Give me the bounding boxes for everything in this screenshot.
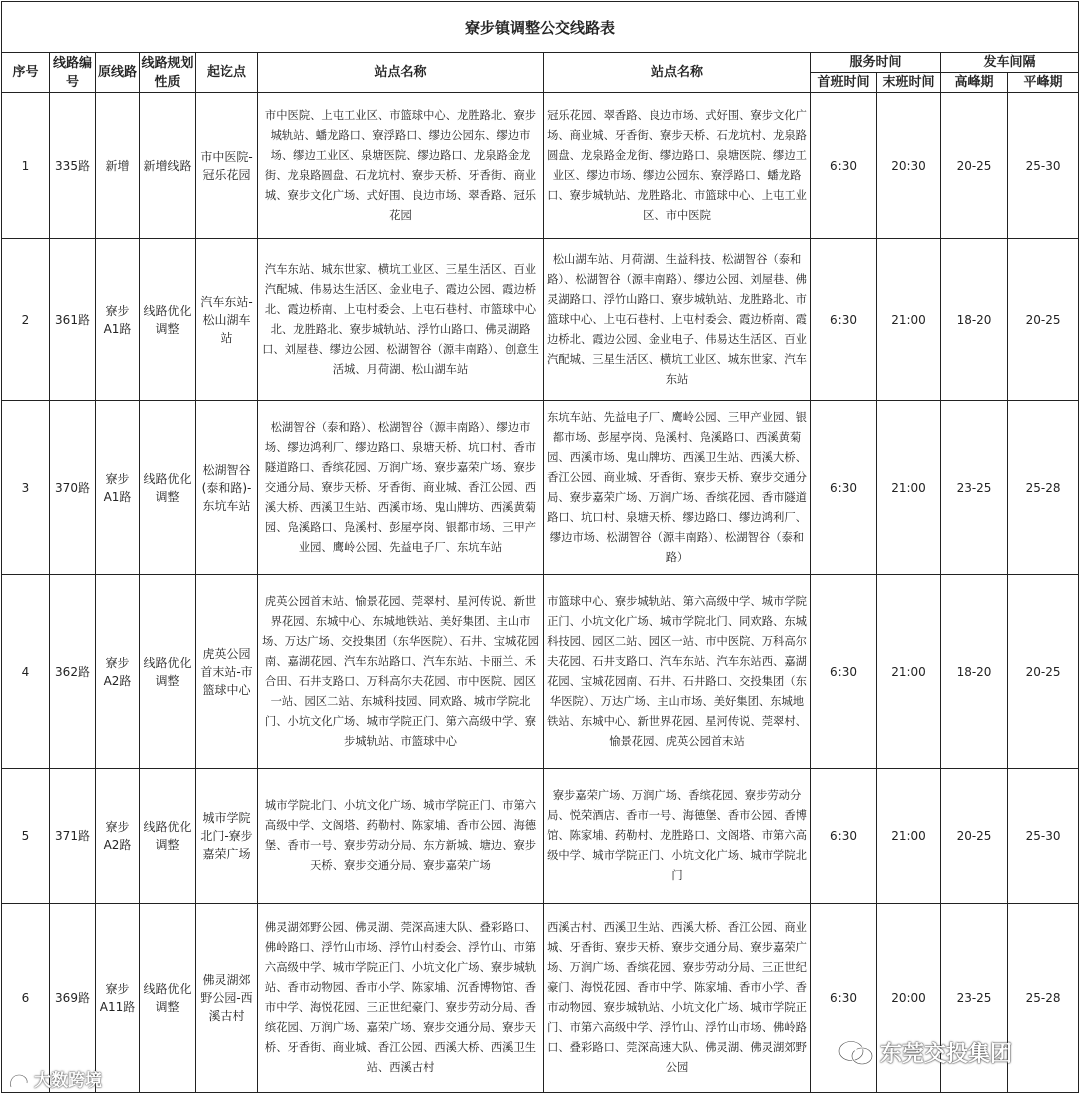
row-orig-route: 新增 [96, 93, 140, 239]
header-service-time: 服务时间 [811, 53, 941, 73]
row-orig-route: 寮步A2路 [96, 575, 140, 769]
row-orig-route: 寮步A2路 [96, 769, 140, 904]
row-route-no: 362路 [50, 575, 96, 769]
row-seq: 3 [2, 401, 50, 575]
watermark-left [8, 1066, 102, 1091]
row-seq: 6 [2, 904, 50, 1093]
wechat-icon [836, 1039, 876, 1067]
row-offpeak: 20-25 [1008, 239, 1079, 401]
row-first-bus: 6:30 [811, 401, 877, 575]
row-stops-b: 东坑车站、先益电子厂、鹰岭公园、三甲产业园、银都市场、彭屋亭岗、凫溪村、凫溪路口、西溪黄菊园、西溪市场、鬼山牌坊、西溪卫生站、西溪大桥、香江公园、商业城、牙香街、寮步天桥、寮步交通分局、寮步嘉荣广场、万润广场、香缤花园、香市隧道路口、坑口村、泉塘天桥、缪边路口、缪边鸿利厂、缪边市场、松湖智谷（源丰南路）、松湖智谷（泰和路） [544, 401, 811, 575]
row-offpeak: 20-25 [1008, 575, 1079, 769]
row-last-bus: 21:00 [877, 239, 941, 401]
row-seq: 2 [2, 239, 50, 401]
row-endpoints: 城市学院北门-寮步嘉荣广场 [196, 769, 258, 904]
row-stops-b: 市篮球中心、寮步城轨站、第六高级中学、城市学院正门、小坑文化广场、城市学院北门、同欢路、东城科技园、园区二站、园区一站、市中医院、万科高尔夫花园、石井支路口、汽车东站、汽车东站西、嘉湖花园、宝城花园南、石井、石井路口、交投集团（东华医院）、万达广场、主山市场、美好集团、东城地铁站、东城中心、新世界花园、星河传说、莞翠村、愉景花园、虎英公园首末站 [544, 575, 811, 769]
row-first-bus: 6:30 [811, 769, 877, 904]
row-seq: 4 [2, 575, 50, 769]
row-stops-a: 佛灵湖郊野公园、佛灵湖、莞深高速大队、叠彩路口、佛岭路口、浮竹山市场、浮竹山村委会、浮竹山、市第六高级中学、城市学院正门、小坑文化广场、寮步城轨站、香市动物园、香市小学、陈家埔、沉香博物馆、香市中学、海悦花园、三正世纪豪门、寮步劳动分局、香缤花园、万润广场、嘉荣广场、寮步交通分局、寮步天桥、牙香街、商业城、香江公园、西溪大桥、西溪卫生站、西溪古村 [258, 904, 544, 1093]
row-first-bus: 6:30 [811, 904, 877, 1093]
table-row [2, 93, 1079, 239]
row-orig-route: 寮步A1路 [96, 401, 140, 575]
header-offpeak: 平峰期 [1008, 73, 1079, 93]
row-endpoints: 佛灵湖郊野公园-西溪古村 [196, 904, 258, 1093]
row-nature: 线路优化调整 [140, 769, 196, 904]
header-endpoints: 起讫点 [196, 53, 258, 93]
header-stops-a: 站点名称 [258, 53, 544, 93]
row-stops-b: 西溪古村、西溪卫生站、西溪大桥、香江公园、商业城、牙香街、寮步天桥、寮步交通分局、寮步嘉荣广场、万润广场、香缤花园、寮步劳动分局、三正世纪豪门、海悦花园、香市中学、陈家埔、香市小学、香市动物园、寮步城轨站、小坑文化广场、城市学院正门、市第六高级中学、浮竹山、浮竹山市场、佛岭路口、叠彩路口、莞深高速大队、佛灵湖、佛灵湖郊野公园 [544, 904, 811, 1093]
row-orig-route: 寮步A1路 [96, 239, 140, 401]
table-row [2, 239, 1079, 401]
row-nature: 线路优化调整 [140, 575, 196, 769]
header-interval: 发车间隔 [941, 53, 1079, 73]
row-peak: 20-25 [941, 769, 1008, 904]
table-row [2, 575, 1079, 769]
header-orig-route: 原线路 [96, 53, 140, 93]
table-row [2, 769, 1079, 904]
row-stops-a: 松湖智谷（泰和路）、松湖智谷（源丰南路）、缪边市场、缪边鸿利厂、缪边路口、泉塘天桥、坑口村、香市隧道路口、香缤花园、万润广场、寮步嘉荣广场、寮步交通分局、寮步天桥、牙香街、商业城、香江公园、西溪大桥、西溪卫生站、西溪市场、鬼山牌坊、西溪黄菊园、凫溪路口、凫溪村、彭屋亭岗、银都市场、三甲产业园、鹰岭公园、先益电子厂、东坑车站 [258, 401, 544, 575]
watermark-right-text: 东莞交投集团 [880, 1042, 1013, 1067]
row-stops-a: 市中医院、上屯工业区、市篮球中心、龙胜路北、寮步城轨站、蟠龙路口、寮浮路口、缪边公园东、缪边市场、缪边工业区、泉塘医院、缪边路口、龙泉路金龙街、龙泉路圆盘、石龙坑村、寮步天桥、牙香街、商业城、寮步文化广场、式好围、良边市场、翠香路、冠乐花园 [258, 93, 544, 239]
row-nature: 线路优化调整 [140, 239, 196, 401]
row-seq: 5 [2, 769, 50, 904]
row-endpoints: 市中医院-冠乐花园 [196, 93, 258, 239]
row-route-no: 335路 [50, 93, 96, 239]
row-last-bus: 21:00 [877, 401, 941, 575]
row-offpeak: 25-30 [1008, 769, 1079, 904]
row-route-no: 369路 [50, 904, 96, 1093]
row-first-bus: 6:30 [811, 239, 877, 401]
row-route-no: 361路 [50, 239, 96, 401]
row-stops-a: 汽车东站、城东世家、横坑工业区、三星生活区、百业汽配城、伟易达生活区、金业电子、霞边公园、霞边桥北、霞边桥南、上屯村委会、上屯石巷村、市篮球中心北、龙胜路北、寮步城轨站、浮竹山路口、佛灵湖路口、刘屋巷、缪边公园、松湖智谷（源丰南路）、创意生活城、月荷湖、松山湖车站 [258, 239, 544, 401]
header-route-no: 线路编号 [50, 53, 96, 93]
row-first-bus: 6:30 [811, 575, 877, 769]
row-peak: 18-20 [941, 239, 1008, 401]
watermark-right [836, 1037, 1012, 1068]
row-endpoints: 虎英公园首末站-市篮球中心 [196, 575, 258, 769]
row-nature: 新增线路 [140, 93, 196, 239]
row-stops-b: 冠乐花园、翠香路、良边市场、式好围、寮步文化广场、商业城、牙香街、寮步天桥、石龙坑村、龙泉路圆盘、龙泉路金龙街、缪边路口、泉塘医院、缪边工业区、缪边市场、缪边公园东、寮浮路口、蟠龙路口、寮步城轨站、龙胜路北、市篮球中心、上屯工业区、市中医院 [544, 93, 811, 239]
row-peak: 18-20 [941, 575, 1008, 769]
brand-logo-icon [8, 1072, 30, 1090]
row-stops-a: 城市学院北门、小坑文化广场、城市学院正门、市第六高级中学、文阁塔、药勒村、陈家埔、香市公园、海德堡、香市一号、寮步劳动分局、东方新城、塘边、寮步天桥、寮步交通分局、寮步嘉荣广场 [258, 769, 544, 904]
header-seq: 序号 [2, 53, 50, 93]
row-last-bus: 21:00 [877, 769, 941, 904]
header-stops-b: 站点名称 [544, 53, 811, 93]
row-stops-a: 虎英公园首末站、愉景花园、莞翠村、星河传说、新世界花园、东城中心、东城地铁站、美好集团、主山市场、万达广场、交投集团（东华医院）、石井、宝城花园南、嘉湖花园、汽车东站路口、汽车东站、卡丽兰、禾合田、石井支路口、万科高尔夫花园、市中医院、园区一站、园区二站、东城科技园、同欢路、城市学院北门、小坑文化广场、城市学院正门、第六高级中学、寮步城轨站、市篮球中心 [258, 575, 544, 769]
row-orig-route: 寮步A11路 [96, 904, 140, 1093]
row-nature: 线路优化调整 [140, 904, 196, 1093]
header-last-bus: 末班时间 [877, 73, 941, 93]
row-route-no: 371路 [50, 769, 96, 904]
row-first-bus: 6:30 [811, 93, 877, 239]
row-endpoints: 松湖智谷(泰和路)-东坑车站 [196, 401, 258, 575]
row-stops-b: 寮步嘉荣广场、万润广场、香缤花园、寮步劳动分局、悦荣酒店、香市一号、海德堡、香市公园、香博馆、陈家埔、药勒村、龙胜路口、文阁塔、市第六高级中学、城市学院正门、小坑文化广场、城市学院北门 [544, 769, 811, 904]
header-first-bus: 首班时间 [811, 73, 877, 93]
watermark-left-text: 大数跨境 [34, 1071, 102, 1091]
row-offpeak: 25-30 [1008, 93, 1079, 239]
row-offpeak: 25-28 [1008, 904, 1079, 1093]
row-last-bus: 21:00 [877, 575, 941, 769]
row-peak: 23-25 [941, 904, 1008, 1093]
row-last-bus: 20:00 [877, 904, 941, 1093]
header-nature: 线路规划性质 [140, 53, 196, 93]
row-endpoints: 汽车东站-松山湖车站 [196, 239, 258, 401]
row-offpeak: 25-28 [1008, 401, 1079, 575]
route-table [1, 1, 1079, 1093]
row-seq: 1 [2, 93, 50, 239]
row-last-bus: 20:30 [877, 93, 941, 239]
row-nature: 线路优化调整 [140, 401, 196, 575]
table-title: 寮步镇调整公交线路表 [2, 2, 1079, 53]
row-peak: 20-25 [941, 93, 1008, 239]
table-row [2, 401, 1079, 575]
row-peak: 23-25 [941, 401, 1008, 575]
header-peak: 高峰期 [941, 73, 1008, 93]
row-stops-b: 松山湖车站、月荷湖、生益科技、松湖智谷（泰和路）、松湖智谷（源丰南路）、缪边公园、刘屋巷、佛灵湖路口、浮竹山路口、寮步城轨站、龙胜路北、市篮球中心、上屯石巷村、上屯村委会、霞边桥南、霞边桥北、霞边公园、金业电子、伟易达生活区、百业汽配城、三星生活区、横坑工业区、城东世家、汽车东站 [544, 239, 811, 401]
row-route-no: 370路 [50, 401, 96, 575]
